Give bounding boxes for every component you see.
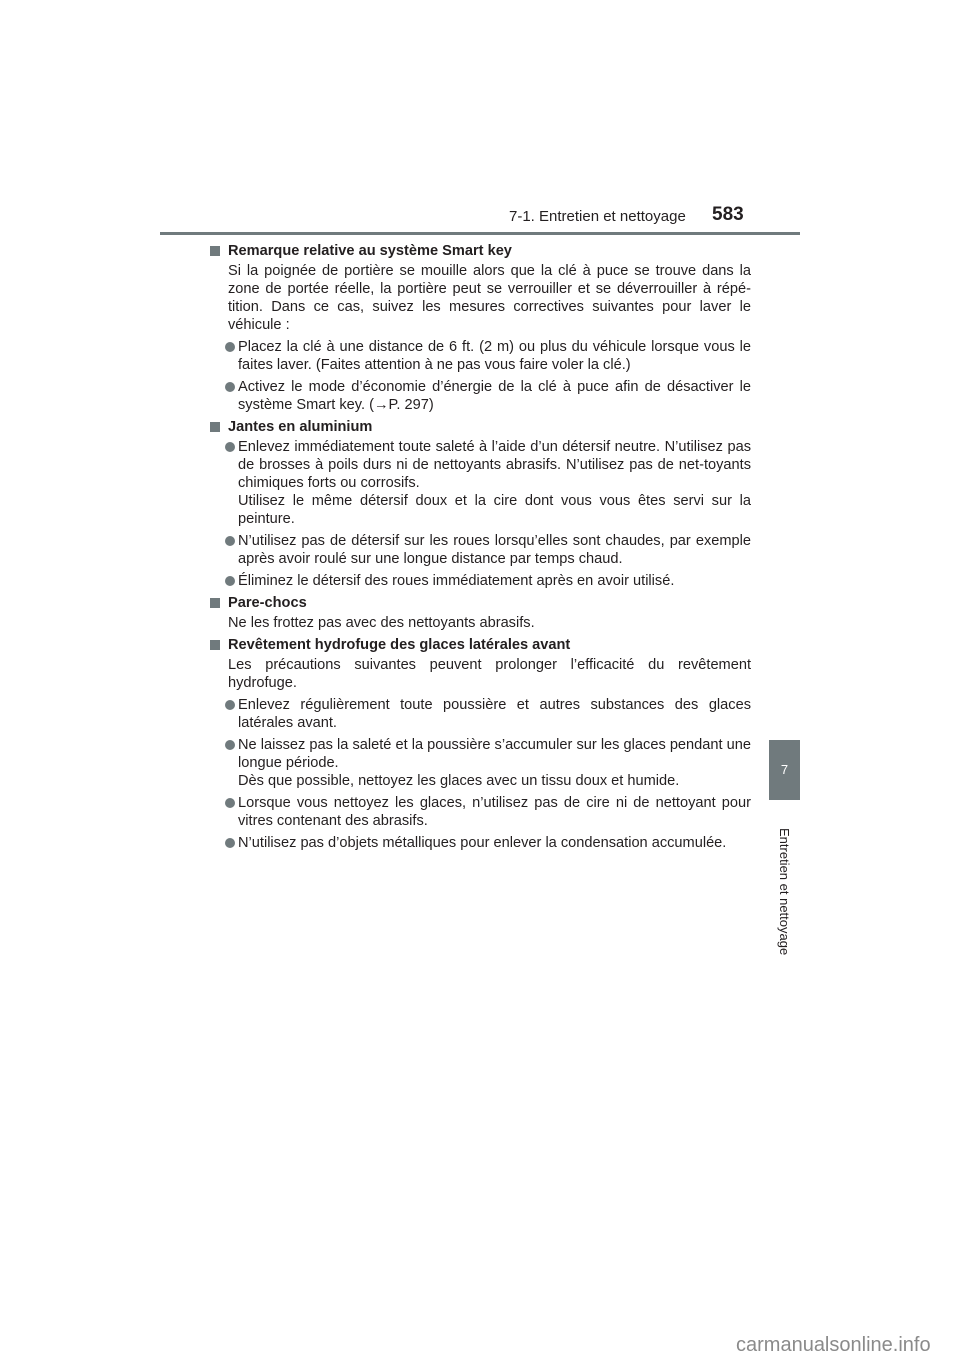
bullet-text: Ne laissez pas la saleté et la poussière s’accumuler sur les glaces pendant une longue période. [238, 737, 751, 771]
square-bullet-icon [210, 598, 220, 608]
watermark: carmanualsonline.info [736, 1334, 931, 1356]
header-section-title: 7-1. Entretien et nettoyage [509, 208, 686, 225]
section-heading [210, 418, 751, 436]
bullet-text: Placez la clé à une distance de 6 ft. (2 m) ou plus du véhicule lorsque vous le faites laver. (Faites attention à ne pas vous faire voler la clé.) [238, 339, 751, 373]
bullet-text: Utilisez le même détersif doux et la cire dont vous vous êtes servi sur la peinture. [238, 493, 751, 527]
section-heading [210, 636, 751, 654]
round-bullet-icon [225, 442, 235, 452]
square-bullet-icon [210, 246, 220, 256]
bullet-item [210, 834, 751, 852]
bullet-text: Enlevez immédiatement toute saleté à l’aide d’un détersif neutre. N’utilisez pas de brosses à poils durs ni de nettoyants abrasifs. N’utilisez pas de net-toyants chimiques forts ou corrosifs. [238, 439, 751, 491]
section [210, 418, 751, 590]
bullet-text: Éliminez le détersif des roues immédiatement après en avoir utilisé. [238, 573, 675, 589]
section [210, 242, 751, 414]
page-number: 583 [712, 204, 744, 225]
section-heading-text: Revêtement hydrofuge des glaces latérales avant [228, 637, 571, 653]
bullet-item [210, 438, 751, 528]
bullet-item [210, 736, 751, 790]
section-heading [210, 242, 751, 260]
round-bullet-icon [225, 740, 235, 750]
main-content [210, 242, 751, 856]
bullet-item [210, 338, 751, 374]
bullet-text: Dès que possible, nettoyez les glaces avec un tissu doux et humide. [238, 773, 680, 789]
round-bullet-icon [225, 798, 235, 808]
bullet-item [210, 378, 751, 414]
bullet-text: Enlevez régulièrement toute poussière et autres substances des glaces latérales avant. [238, 697, 751, 731]
section-paragraph: Ne les frottez pas avec des nettoyants abrasifs. [228, 615, 535, 631]
bullet-item [210, 572, 751, 590]
bullet-item [210, 794, 751, 830]
bullet-item [210, 532, 751, 568]
round-bullet-icon [225, 382, 235, 392]
square-bullet-icon [210, 640, 220, 650]
section [210, 594, 751, 632]
section [210, 636, 751, 852]
round-bullet-icon [225, 700, 235, 710]
section-paragraph: Si la poignée de portière se mouille alors que la clé à puce se trouve dans la zone de portée réelle, la portière peut se verrouiller et se déverrouiller à répé-tition. Dans ce cas, suivez les mesures correctives suivantes pour laver le véhicule : [228, 263, 751, 333]
section-heading-text: Jantes en aluminium [228, 419, 373, 435]
square-bullet-icon [210, 422, 220, 432]
chapter-side-label: Entretien et nettoyage [777, 828, 792, 956]
bullet-text: Lorsque vous nettoyez les glaces, n’utilisez pas de cire ni de nettoyant pour vitres contenant des abrasifs. [238, 795, 751, 829]
round-bullet-icon [225, 576, 235, 586]
round-bullet-icon [225, 536, 235, 546]
bullet-text: Activez le mode d’économie d’énergie de la clé à puce afin de désactiver le système Smart key. (→P. 297) [238, 379, 751, 413]
section-heading [210, 594, 751, 612]
section-paragraph: Les précautions suivantes peuvent prolonger l’efficacité du revêtement hydrofuge. [228, 657, 751, 691]
section-heading-text: Remarque relative au système Smart key [228, 243, 512, 259]
bullet-text: N’utilisez pas d’objets métalliques pour enlever la condensation accumulée. [238, 835, 727, 851]
round-bullet-icon [225, 342, 235, 352]
chapter-tab: 7 [769, 740, 800, 800]
bullet-item [210, 696, 751, 732]
round-bullet-icon [225, 838, 235, 848]
bullet-text: N’utilisez pas de détersif sur les roues lorsqu’elles sont chaudes, par exemple après avoir roulé sur une longue distance par temps chaud. [238, 533, 751, 567]
section-heading-text: Pare-chocs [228, 595, 307, 611]
header-divider [160, 232, 800, 235]
